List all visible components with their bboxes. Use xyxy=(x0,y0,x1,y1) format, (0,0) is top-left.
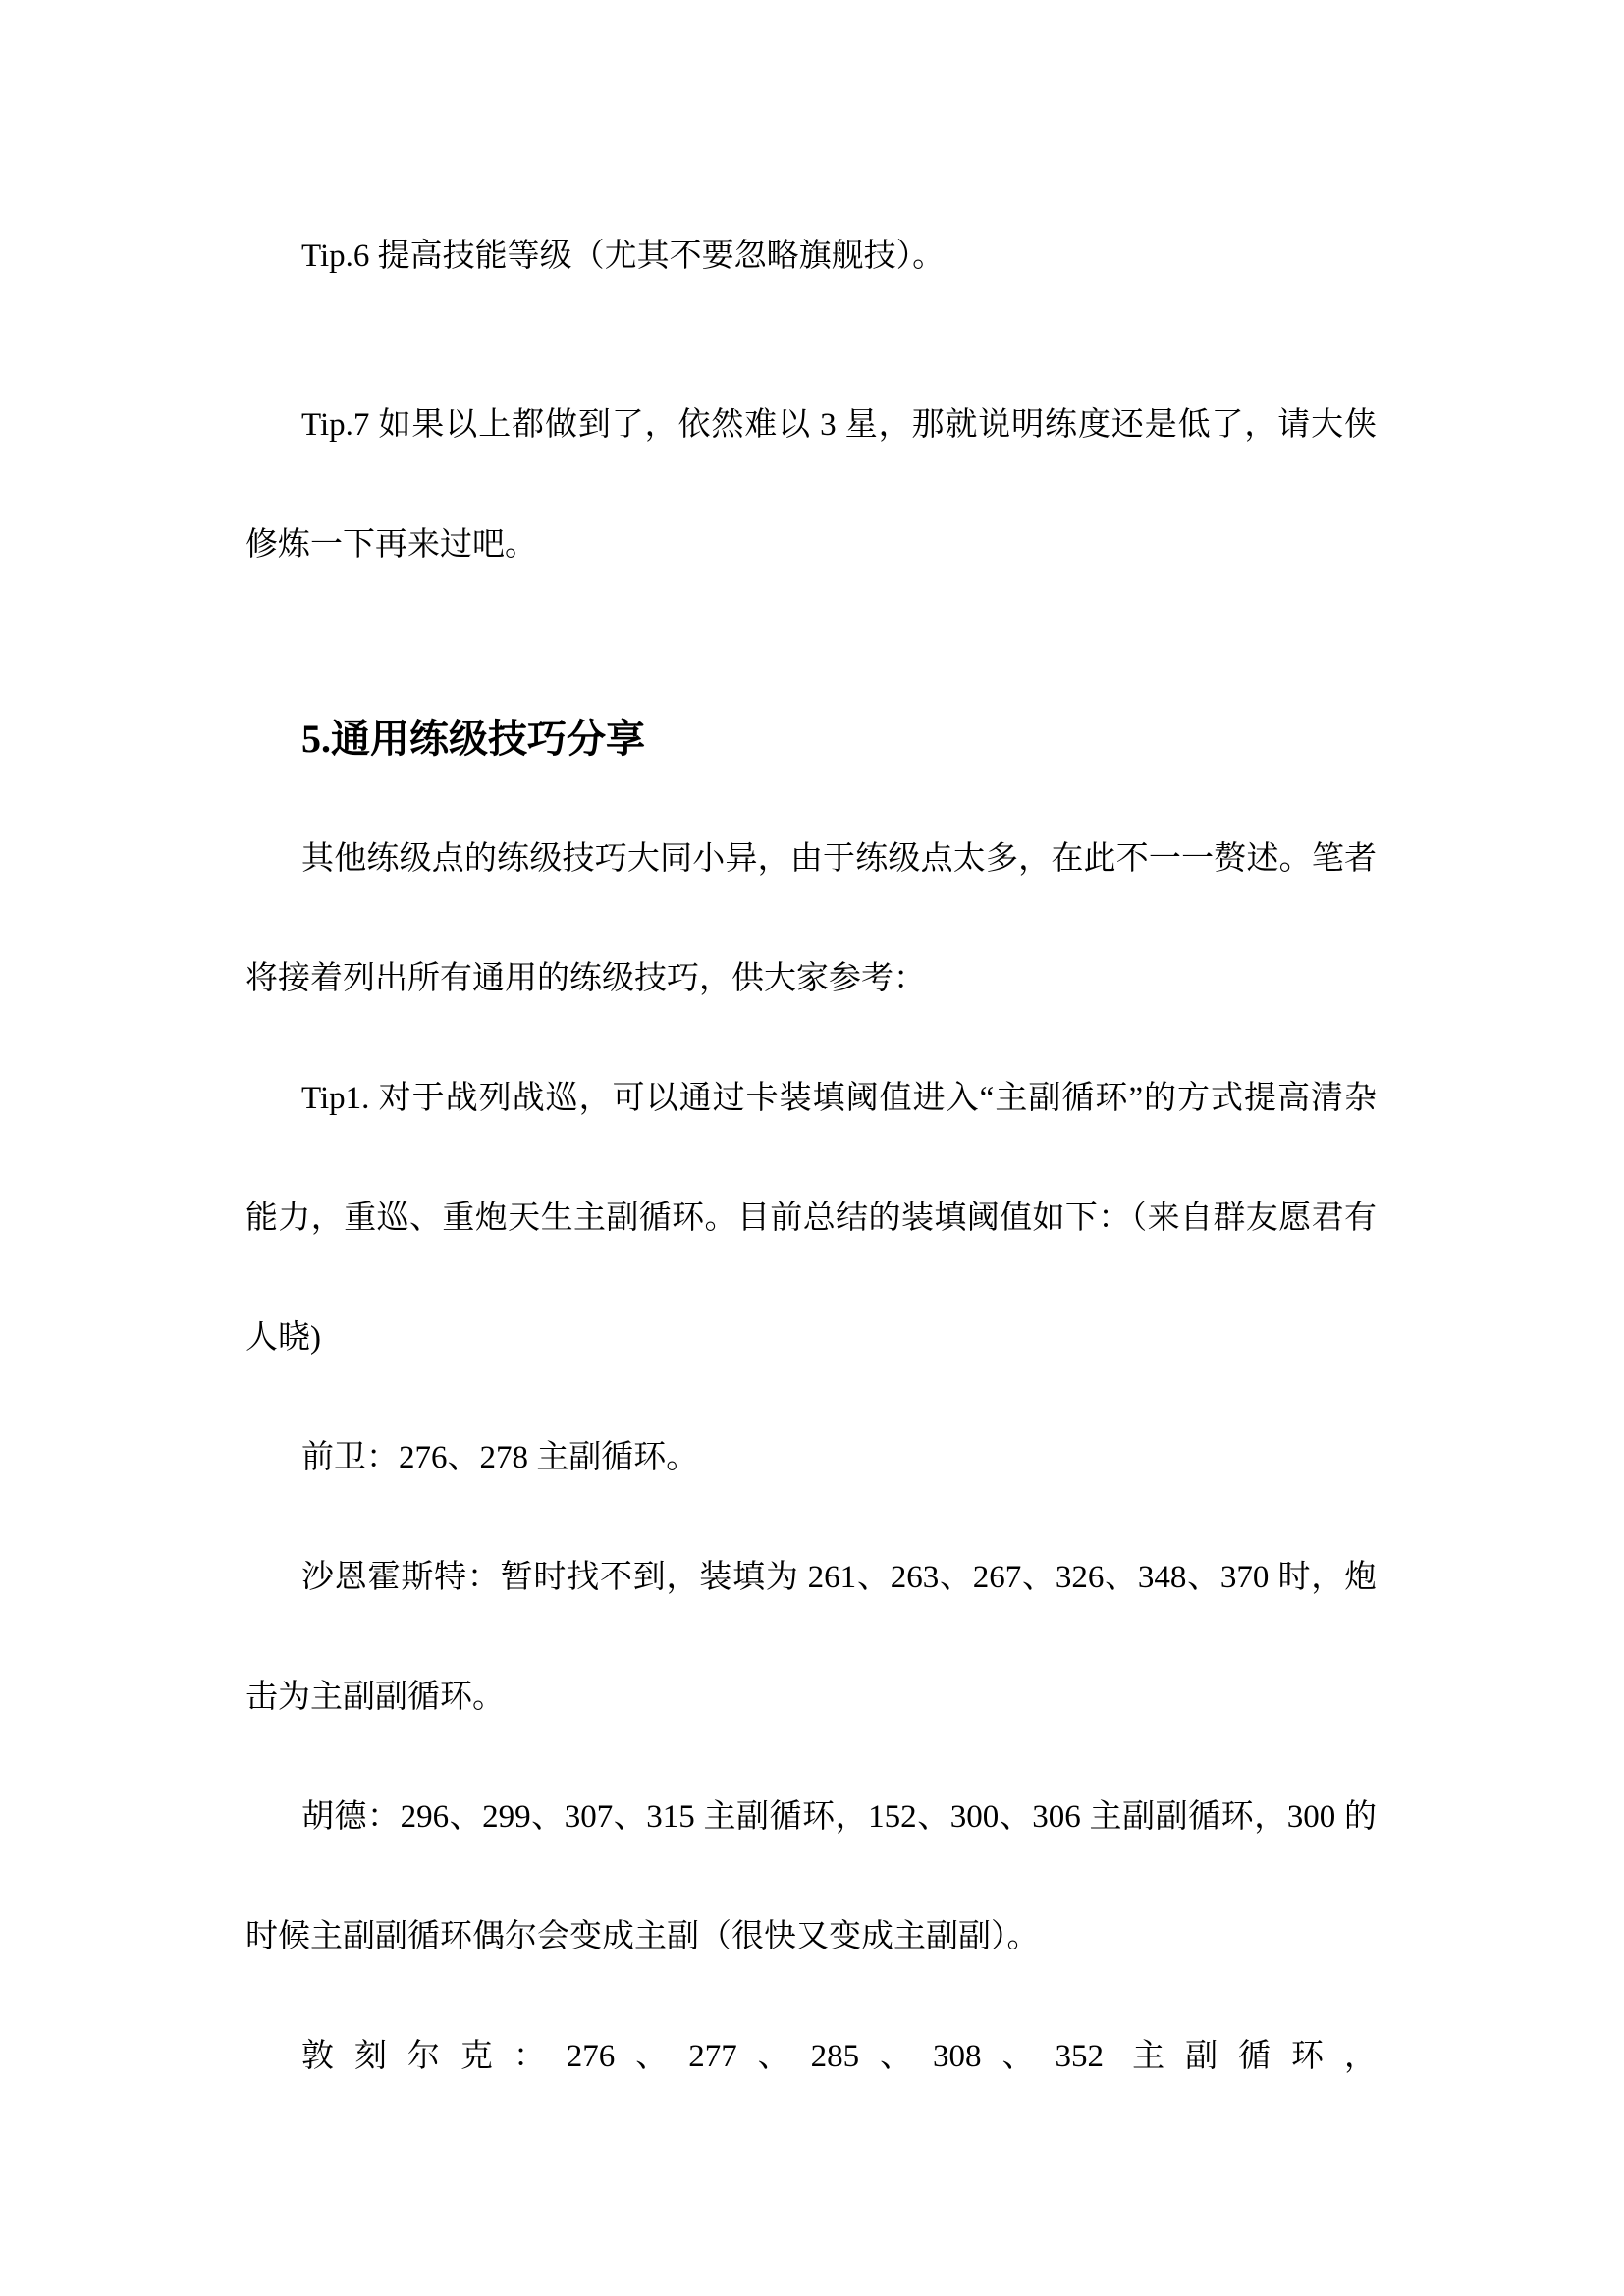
paragraph-tip7: Tip.7 如果以上都做到了，依然难以 3 星，那就说明练度还是低了，请大侠修炼一下再来过吧。 xyxy=(245,407,1377,562)
section-heading: 5.通用练级技巧分享 xyxy=(301,717,645,761)
paragraph-dunkirk: 敦刻尔克：276、277、285、308、352 主副循环， xyxy=(301,2039,1377,2074)
paragraph-tip1-reload-thresholds: Tip1. 对于战列战巡，可以通过卡装填阈值进入“主副循环”的方式提高清杂能力，重巡、重炮天生主副循环。目前总结的装填阈值如下：（来自群友愿君有人晓) xyxy=(245,1081,1377,1356)
paragraph-scharnhorst: 沙恩霍斯特：暂时找不到，装填为 261、263、267、326、348、370 时，炮击为主副副循环。 xyxy=(245,1560,1377,1715)
paragraph-intro: 其他练级点的练级技巧大同小异，由于练级点太多，在此不一一赘述。笔者将接着列出所有通用的练级技巧，供大家参考： xyxy=(245,841,1377,996)
paragraph-vanguard: 前卫：276、278 主副循环。 xyxy=(301,1440,699,1475)
paragraph-tip6: Tip.6 提高技能等级（尤其不要忽略旗舰技）。 xyxy=(301,239,946,274)
paragraph-hood: 胡德：296、299、307、315 主副循环，152、300、306 主副副循环，300 的时候主副副循环偶尔会变成主副（很快又变成主副副）。 xyxy=(245,1799,1377,1954)
